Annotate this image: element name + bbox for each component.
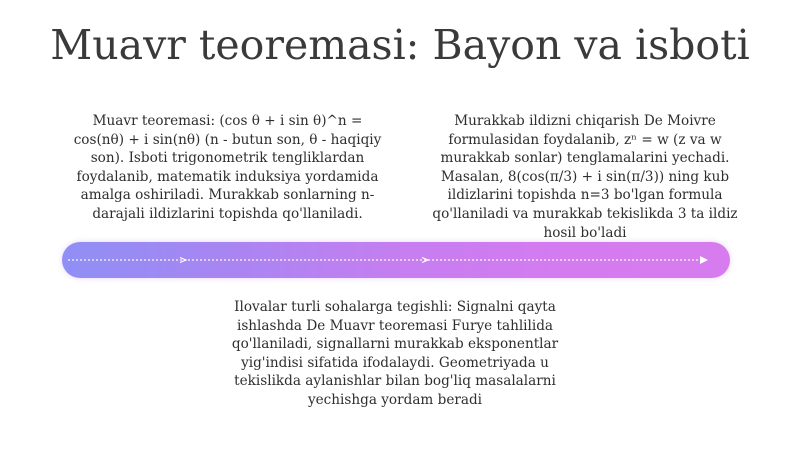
timeline-bar xyxy=(62,242,730,278)
timeline-arrow-graphic xyxy=(62,242,730,278)
text-block-applications: Ilovalar turli sohalarga tegishli: Signalni qayta ishlashda De Muavr teoremasi Furye tahlilida qo'llaniladi, signallarni murakkab eksponentlar yig'indisi sifatida ifodalaydi. Geometriyada u tekislikda aylanishlar bilan bog'liq masalalarni yechishga yordam beradi xyxy=(231,299,559,408)
text-block-statement: Muavr teoremasi: (cos θ + i sin θ)^n = cos(nθ) + i sin(nθ) (n - butun son, θ - haqiqiy son). Isboti trigonometrik tengliklardan foydalanib, matematik induksiya yordamida amalga oshiriladi. Murakkab sonlarning n-darajali ildizlarini topishda qo'llaniladi. xyxy=(73,113,382,222)
page-title: Muavr teoremasi: Bayon va isboti xyxy=(50,21,750,69)
text-block-roots: Murakkab ildizni chiqarish De Moivre formulasidan foydalanib, zⁿ = w (z va w murakkab sonlar) tenglamalarini yechadi. Masalan, 8(cos(π/3) + i sin(π/3)) ning kub ildizlarini topishda n=3 bo'lgan formula qo'llaniladi va murakkab tekislikda 3 ta ildiz hosil bo'ladi xyxy=(432,113,738,241)
arrow-right-icon xyxy=(700,256,708,264)
